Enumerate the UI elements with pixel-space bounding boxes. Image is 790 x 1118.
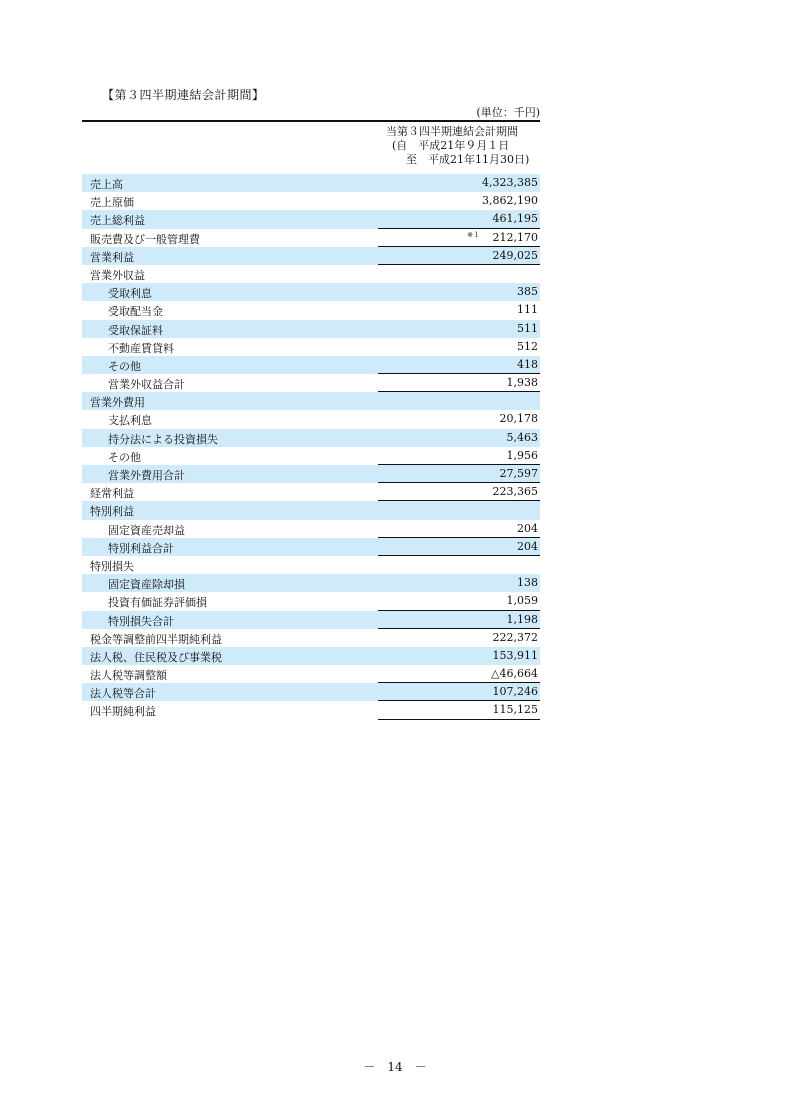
row-label: その他 [108, 359, 141, 373]
period-header [386, 125, 529, 167]
row-label: 四半期純利益 [90, 705, 156, 719]
row-amount: 1,198 [506, 612, 538, 626]
row-label: その他 [108, 450, 141, 464]
table-row [82, 429, 540, 447]
row-label: 営業利益 [90, 250, 134, 264]
row-amount: 212,170 [492, 230, 538, 244]
section-title: 【第３四半期連結会計期間】 [102, 88, 265, 102]
row-label: 税金等調整前四半期純利益 [90, 632, 222, 646]
table-row [82, 265, 540, 283]
row-amount: 1,956 [506, 448, 538, 462]
row-label: 支払利息 [108, 414, 152, 428]
row-amount: 107,246 [492, 685, 538, 699]
row-label: 営業外費用 [90, 396, 145, 410]
row-label: 投資有価証券評価損 [108, 596, 207, 610]
table-row [82, 647, 540, 665]
header-rule [82, 120, 540, 122]
table-row [82, 174, 540, 192]
row-label: 営業外収益 [90, 268, 145, 282]
row-label: 不動産賃貸料 [108, 341, 174, 355]
period-to: 至 平成21年11月30日) [406, 153, 530, 166]
table-row [82, 210, 540, 228]
table-row [82, 301, 540, 319]
row-label: 特別損失合計 [108, 614, 174, 628]
table-row [82, 483, 540, 501]
row-amount: 511 [517, 321, 538, 335]
row-label: 固定資産除却損 [108, 578, 185, 592]
table-row [82, 629, 540, 647]
row-amount: 223,365 [492, 485, 538, 499]
table-row [82, 447, 540, 465]
row-amount: 111 [517, 303, 538, 317]
table-row [82, 229, 540, 247]
table-row [82, 701, 540, 719]
row-label: 営業外収益合計 [108, 378, 185, 392]
table-row [82, 410, 540, 428]
row-label: 受取利息 [108, 287, 152, 301]
row-amount: 153,911 [492, 648, 538, 662]
table-row [82, 465, 540, 483]
table-row [82, 338, 540, 356]
row-amount: 418 [517, 357, 538, 371]
row-amount: 1,938 [506, 376, 538, 390]
table-row [82, 592, 540, 610]
row-amount: 204 [517, 521, 538, 535]
table-row [82, 538, 540, 556]
row-label: 法人税、住民税及び事業税 [90, 650, 222, 664]
row-label: 経常利益 [90, 487, 134, 501]
row-label: 法人税等合計 [90, 687, 156, 701]
table-row [82, 356, 540, 374]
row-amount: 461,195 [492, 212, 538, 226]
row-label: 特別損失 [90, 559, 134, 573]
table-row [82, 283, 540, 301]
row-amount: 138 [517, 576, 538, 590]
row-label: 売上原価 [90, 196, 134, 210]
table-row [82, 501, 540, 519]
row-label: 特別利益合計 [108, 541, 174, 555]
footnote-marker: ※１ [467, 230, 480, 239]
row-amount: 4,323,385 [482, 176, 538, 189]
row-amount: 204 [517, 539, 538, 553]
table-row [82, 683, 540, 701]
row-amount: 3,862,190 [482, 194, 538, 208]
table-row [82, 192, 540, 210]
table-row [82, 574, 540, 592]
row-label: 受取配当金 [108, 305, 163, 319]
table-row [82, 520, 540, 538]
row-amount: 512 [517, 339, 538, 353]
row-label: 固定資産売却益 [108, 523, 185, 537]
income-statement-table [82, 174, 540, 720]
row-label: 売上高 [90, 178, 123, 191]
row-label: 持分法による投資損失 [108, 432, 218, 446]
row-amount: 27,597 [499, 467, 538, 480]
row-amount: 249,025 [492, 248, 538, 262]
table-row [82, 665, 540, 683]
table-row [82, 374, 540, 392]
row-amount: △46,664 [491, 667, 538, 681]
row-label: 特別利益 [90, 505, 134, 519]
row-amount: 1,059 [506, 594, 538, 608]
page-number: － 14 － [363, 1060, 427, 1074]
row-amount: 20,178 [499, 412, 538, 426]
row-label: 売上総利益 [90, 214, 145, 228]
table-row [82, 320, 540, 338]
row-amount: 115,125 [492, 703, 538, 717]
period-from: (自 平成21年９月１日 [392, 139, 510, 152]
table-row [82, 611, 540, 629]
period-title: 当第３四半期連結会計期間 [386, 125, 518, 138]
row-amount: 222,372 [492, 630, 538, 644]
row-label: 営業外費用合計 [108, 469, 185, 482]
row-label: 法人税等調整額 [90, 669, 167, 683]
unit-label: (単位：千円) [476, 106, 540, 119]
row-label: 受取保証料 [108, 323, 163, 337]
row-amount: 5,463 [506, 430, 538, 444]
row-amount: 385 [517, 285, 538, 299]
table-row [82, 392, 540, 410]
table-row [82, 247, 540, 265]
table-row [82, 556, 540, 574]
row-label: 販売費及び一般管理費 [90, 232, 200, 246]
